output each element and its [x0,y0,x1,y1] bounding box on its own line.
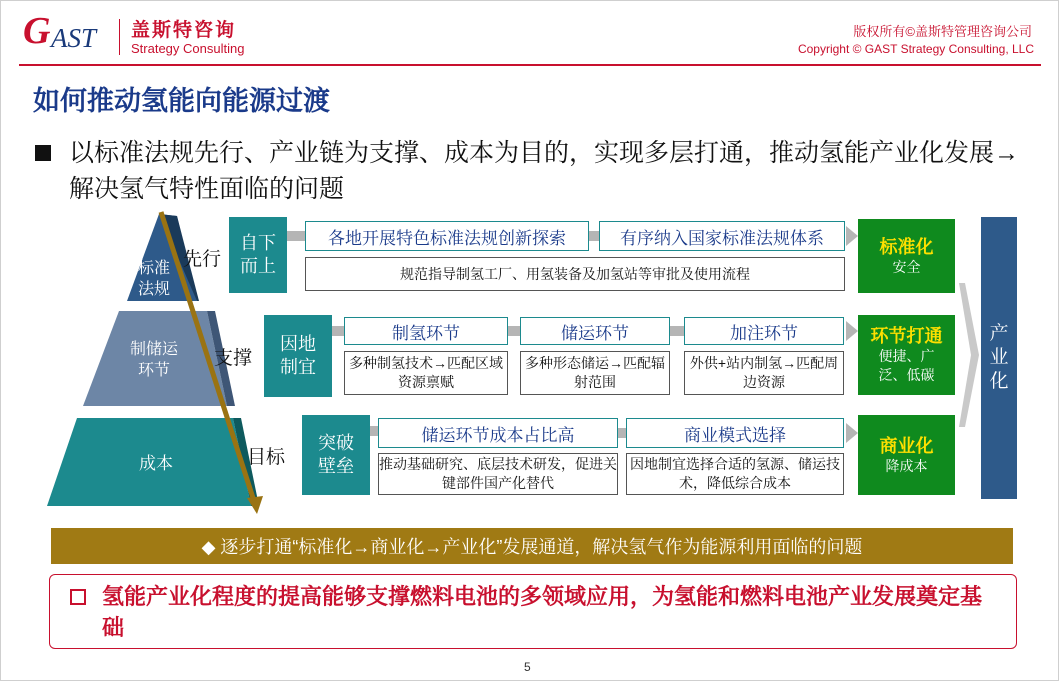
support-tag-text: 因地 制宜 [280,334,316,377]
goal-header-1: 储运环节成本占比高 [378,418,618,448]
lead-connector [287,231,305,241]
lead-tag-box [229,217,287,293]
lead-description: 规范指导制氢工厂、用氢装备及加氢站等审批及使用流程 [305,257,845,291]
goal-result-sub: 降成本 [885,457,928,474]
goal-result-box [858,415,955,495]
conclusion-square-icon [70,589,86,605]
gast-logo [23,9,283,61]
label-goal: 目标 [247,447,286,468]
pyramid-top-text: 标准 法规 [137,260,170,298]
goal-tag-box [302,415,370,495]
support-header-3: 加注环节 [684,317,844,345]
pyramid-bottom-label [121,453,191,474]
lead-header-1: 各地开展特色标准法规创新探索 [305,221,589,251]
support-desc-3: 外供+站内制氢→匹配周边资源 [684,351,844,395]
big-chevron-icon [959,283,981,427]
page-title: 如何推动氢能向能源过渡 [33,86,330,116]
industrialization-box [981,217,1017,499]
goal-desc-2: 因地制宜选择合适的氢源、储运技术，降低综合成本 [626,453,844,495]
logo-letters-ast: AST [51,23,97,53]
lead-tag-text: 自下 而上 [240,233,276,276]
header-divider [19,64,1041,66]
copyright-cn: 版权所有©盖斯特管理咨询公司 [853,24,1032,39]
goal-tag-text: 突破 壁垒 [318,433,354,476]
lead-result-sub: 安全 [892,258,921,275]
goal-desc-1: 推动基础研究、底层技术研发，促进关键部件国产化替代 [378,453,618,495]
industrialization-text: 产业化 [989,323,1009,392]
bullet-square-icon [35,145,51,161]
intro-text: 以标准法规先行、产业链为支撑、成本为目的，实现多层打通，推动氢能产业化发展→解决氢气特性面临的问题 [69,139,1020,203]
page-number: 5 [524,660,531,674]
pyramid-middle-label [113,339,195,381]
support-result-main: 环节打通 [870,326,943,346]
conclusion-text: 氢能产业化程度的提高能够支撑燃料电池的多领域应用，为氢能和燃料电池产业发展奠定基础 [102,584,983,640]
logo-chinese-name: 盖斯特咨询 [131,20,237,41]
support-arrow-icon [846,321,858,341]
label-support: 支撑 [214,348,253,369]
support-header-1: 制氢环节 [344,317,508,345]
pyramid-top-label [129,258,179,300]
goal-connector-2 [618,428,626,438]
copyright-en: Copyright © GAST Strategy Consulting, LLC [797,42,1034,56]
lead-header-2: 有序纳入国家标准法规体系 [599,221,845,251]
support-connector [332,326,344,336]
support-connector-3 [670,326,684,336]
goal-arrow-icon [846,423,858,443]
logo-letter-g: G [23,10,51,52]
goal-connector [370,426,378,436]
support-result-box [858,315,955,395]
lead-arrow-icon [846,226,858,246]
support-result-sub: 便捷、广泛、低碳 [878,348,935,383]
pyramid-bottom-text: 成本 [139,454,173,473]
conclusion-box [49,574,1017,649]
support-header-2: 储运环节 [520,317,670,345]
support-desc-1: 多种制氢技术→匹配区域资源禀赋 [344,351,508,395]
label-lead: 先行 [183,249,222,270]
logo-separator [119,19,120,55]
support-connector-2 [508,326,520,336]
goal-result-main: 商业化 [879,435,934,456]
logo-english-name: Strategy Consulting [131,41,245,56]
summary-band: ◆ 逐步打通“标准化→商业化→产业化”发展通道，解决氢气作为能源利用面临的问题 [51,528,1013,564]
lead-result-main: 标准化 [879,236,934,257]
pyramid-middle-text: 制储运 环节 [129,341,178,379]
lead-result-box [858,219,955,293]
lead-connector-2 [589,231,599,241]
support-desc-2: 多种形态储运→匹配辐射范围 [520,351,670,395]
goal-header-2: 商业模式选择 [626,418,844,448]
support-tag-box [264,315,332,397]
